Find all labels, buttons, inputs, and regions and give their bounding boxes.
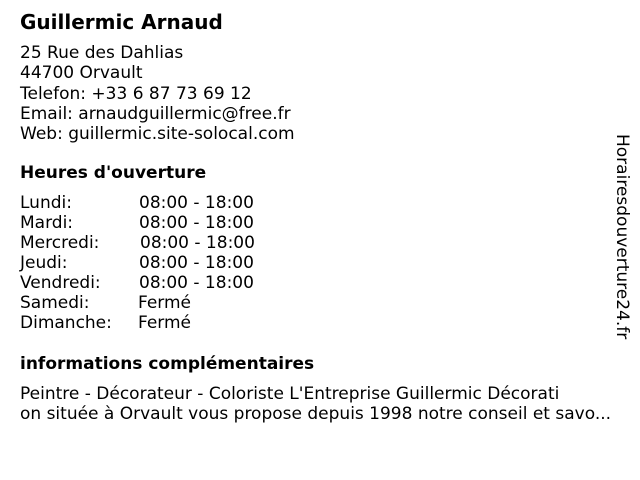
info-text-line: on située à Orvault vous propose depuis 1998 notre conseil et savo... [20, 404, 612, 424]
hours-value: 08:00 - 18:00 [139, 193, 254, 213]
email-line: Email: arnaudguillermic@free.fr [20, 104, 291, 124]
address-city: 44700 Orvault [20, 63, 143, 83]
business-name: Guillermic Arnaud [20, 10, 223, 34]
hours-value: Fermé [138, 313, 192, 333]
day-label: Mardi: [20, 213, 74, 233]
info-heading: informations complémentaires [20, 354, 315, 374]
address-street: 25 Rue des Dahlias [20, 43, 184, 63]
day-label: Vendredi: [20, 273, 101, 293]
day-label: Samedi: [20, 293, 90, 313]
hours-value: Fermé [138, 293, 192, 313]
day-label: Lundi: [20, 193, 72, 213]
hours-value: 08:00 - 18:00 [139, 253, 254, 273]
info-text-line: Peintre - Décorateur - Coloriste L'Entreprise Guillermic Décorati [20, 384, 560, 404]
hours-value: 08:00 - 18:00 [140, 233, 255, 253]
hours-value: 08:00 - 18:00 [139, 273, 254, 293]
web-line: Web: guillermic.site-solocal.com [20, 124, 295, 144]
hours-value: 08:00 - 18:00 [139, 213, 254, 233]
site-watermark: Horairesdouverture24.fr [612, 134, 632, 340]
day-label: Dimanche: [20, 313, 112, 333]
day-label: Mercredi: [20, 233, 100, 253]
day-label: Jeudi: [20, 253, 68, 273]
phone-line: Telefon: +33 6 87 73 69 12 [20, 84, 252, 104]
hours-heading: Heures d'ouverture [20, 163, 207, 183]
